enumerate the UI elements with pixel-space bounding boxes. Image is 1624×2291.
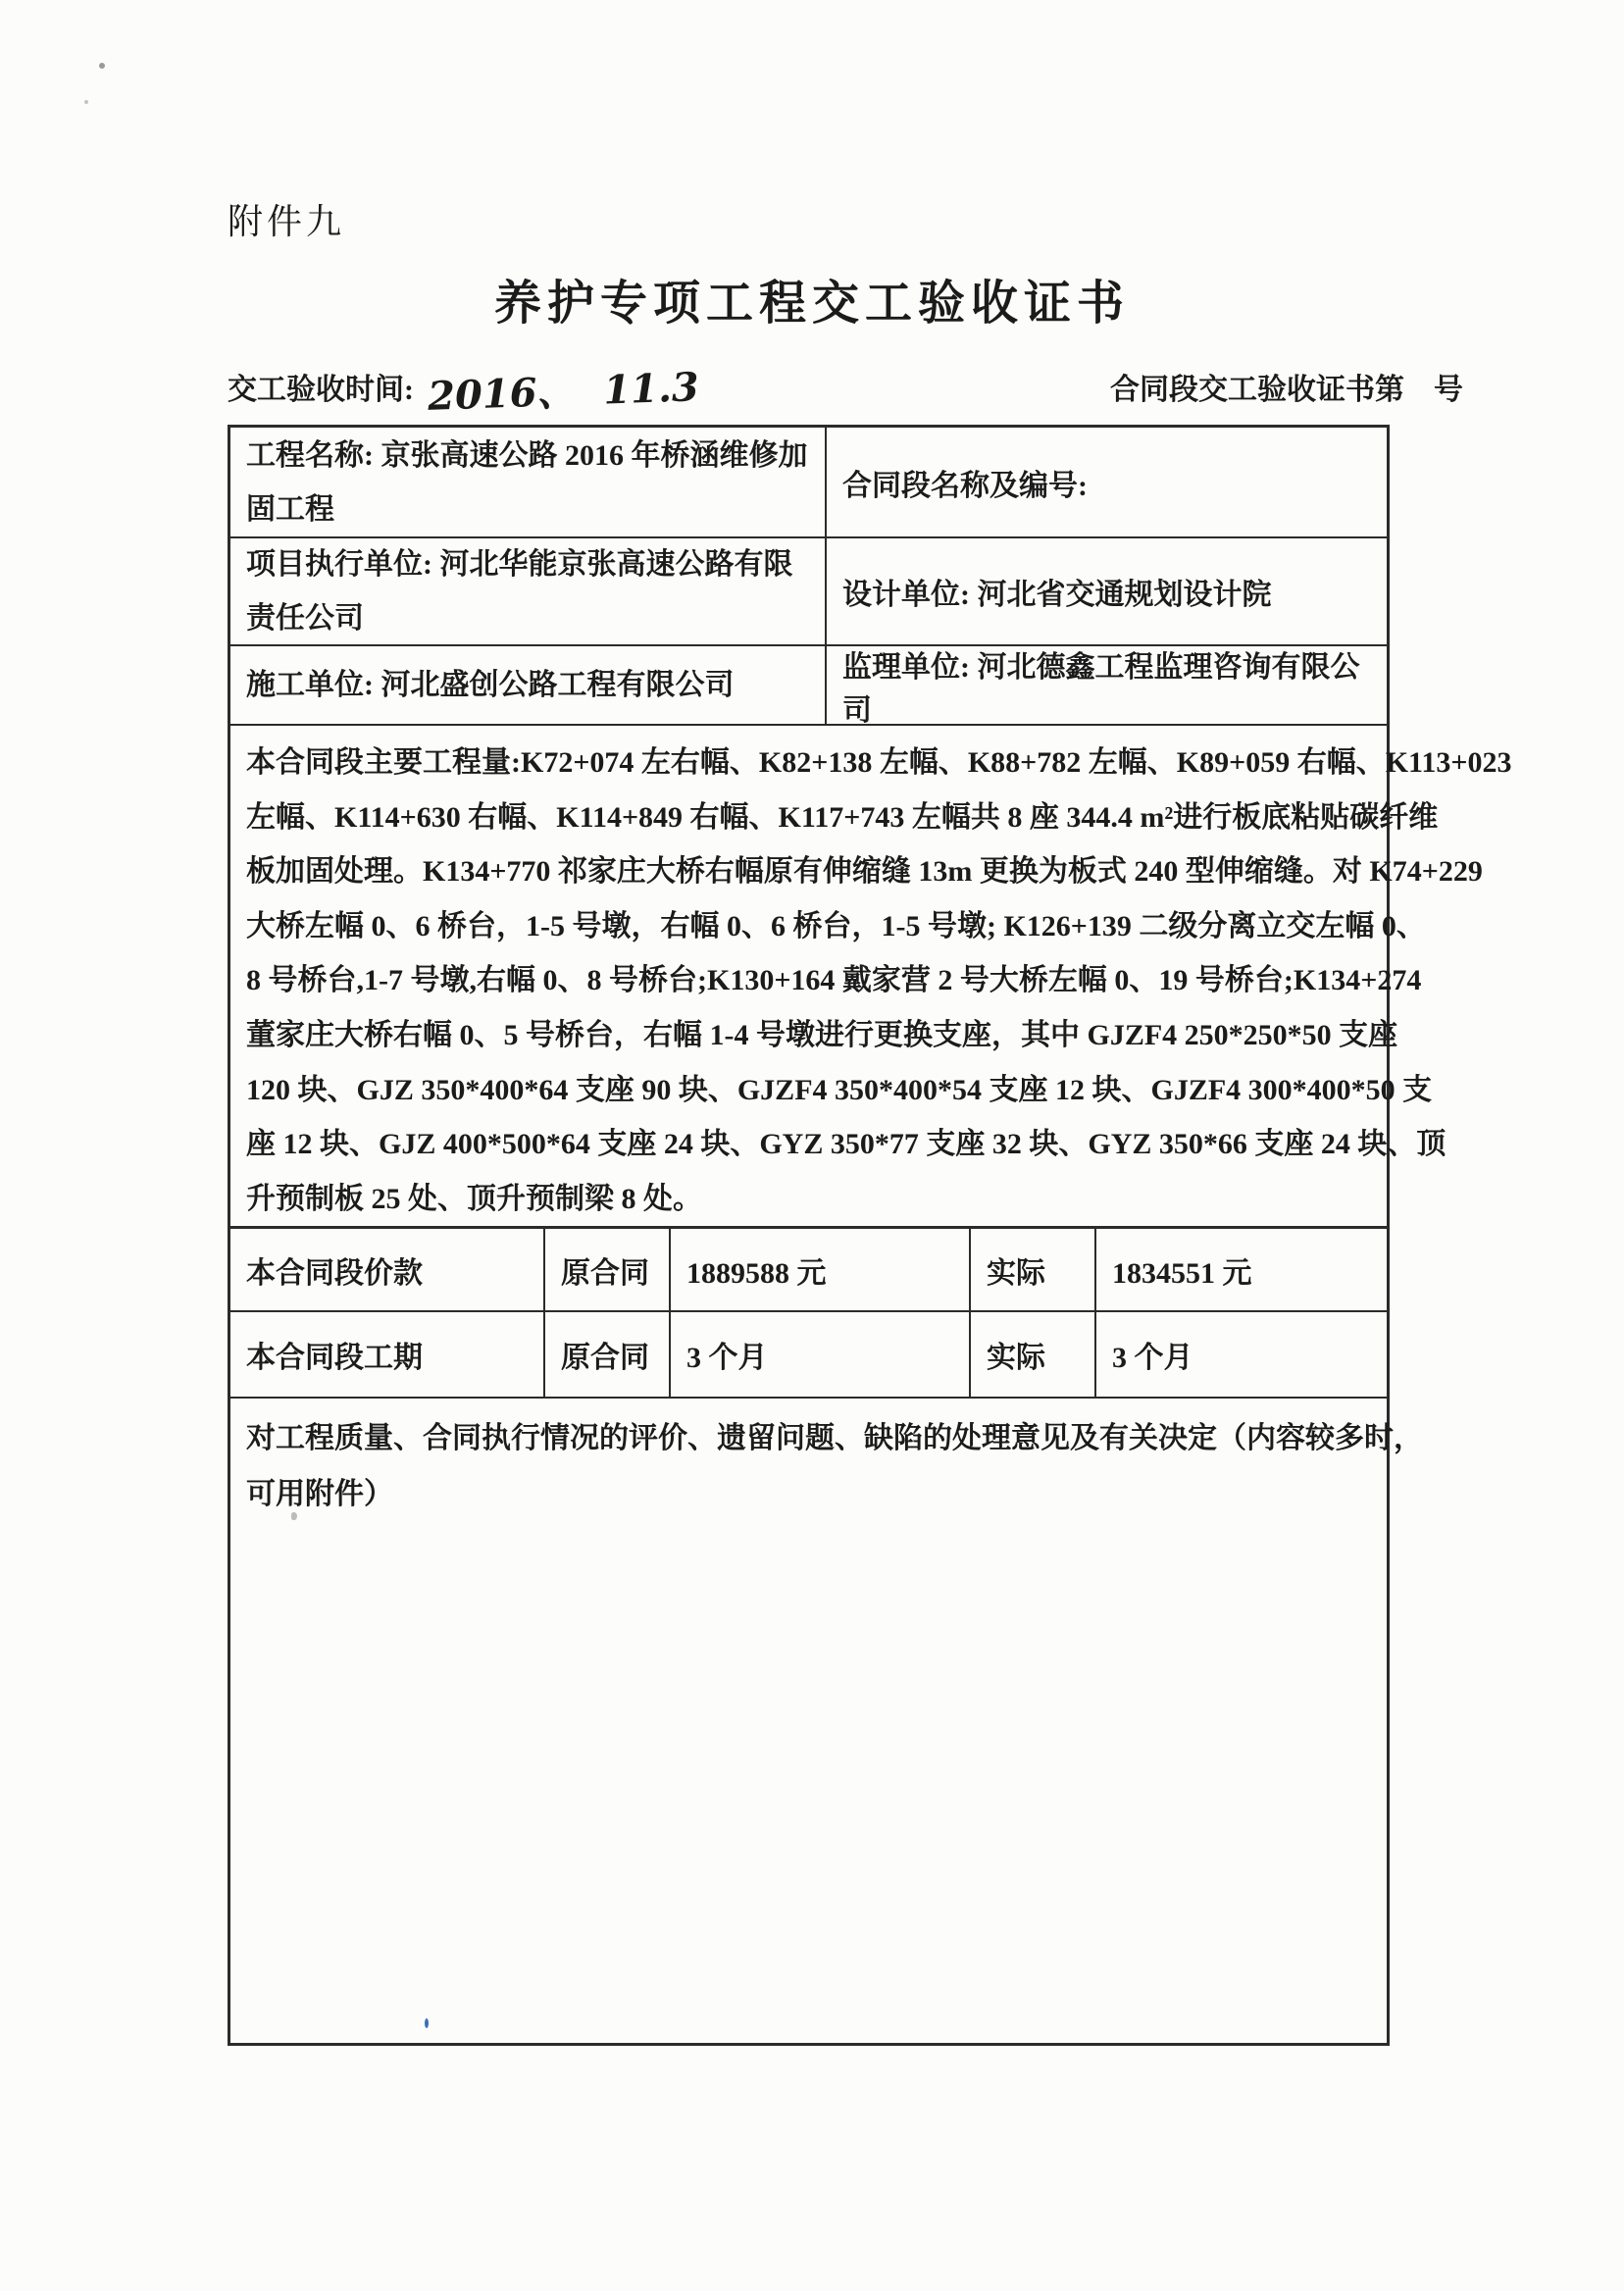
- document-title: 养护专项工程交工验收证书: [493, 278, 1130, 330]
- supervision-unit-cell: 监理单位: 河北德鑫工程监理咨询有限公司: [842, 650, 1360, 727]
- table-row: [230, 1229, 1387, 1312]
- duration-original-label-cell: 原合同: [545, 1312, 671, 1397]
- acceptance-certificate-table: [228, 425, 1512, 2046]
- text-line: 120 块、GJZ 350*400*64 支座 90 块、GJZF4 350*400*54 支座 12 块、GJZF4 300*400*50 支: [246, 1073, 1433, 1106]
- price-original-value-cell: 1889588 元: [671, 1229, 971, 1310]
- project-name-cell: 工程名称: 京张高速公路 2016 年桥涵维修加固工程: [230, 428, 827, 536]
- attachment-label: 附件九: [228, 202, 346, 241]
- duration-actual-value-cell: 3 个月: [1112, 1342, 1193, 1374]
- design-unit-cell: 设计单位: 河北省交通规划设计院: [842, 579, 1272, 611]
- text-line: 董家庄大桥右幅 0、5 号桥台，右幅 1-4 号墩进行更换支座，其中 GJZF4 250*250*50 支座: [246, 1018, 1398, 1051]
- text-line: 板加固处理。K134+770 祁家庄大桥右幅原有伸缩缝 13m 更换为板式 240 型伸缩缝。对 K74+229: [246, 855, 1483, 889]
- text-line: 可用附件）: [246, 1478, 393, 1510]
- table-row: [230, 538, 1387, 646]
- contract-duration-label-cell: 本合同段工期: [230, 1312, 545, 1397]
- text-line: 座 12 块、GJZ 400*500*64 支座 24 块、GYZ 350*77 支座 32 块、GYZ 350*66 支座 24 块、顶: [246, 1128, 1446, 1161]
- text-line: 8 号桥台,1-7 号墩,右幅 0、8 号桥台;K130+164 戴家营 2 号大桥左幅 0、19 号桥台;K134+274: [246, 964, 1422, 997]
- table-row: [230, 1399, 1423, 2043]
- text-line: 左幅、K114+630 右幅、K114+849 右幅、K117+743 左幅共 8 座 344.4 m²进行板底粘贴碳纤维: [246, 800, 1439, 834]
- handwritten-date: 2016、 11.3: [427, 364, 700, 420]
- price-actual-value-cell: 1834551 元: [1112, 1256, 1252, 1290]
- table-row: [230, 726, 1512, 1229]
- certificate-number-line: 合同段交工验收证书第 号: [1110, 374, 1463, 406]
- duration-actual-label-cell: 实际: [971, 1312, 1096, 1397]
- table-row: [230, 646, 1387, 726]
- price-original-label-cell: 原合同: [545, 1229, 671, 1310]
- construction-unit-cell: 施工单位: 河北盛创公路工程有限公司: [230, 646, 827, 724]
- main-quantities-cell: [230, 726, 1527, 1226]
- text-line: 对工程质量、合同执行情况的评价、遗留问题、缺陷的处理意见及有关决定（内容较多时，: [246, 1422, 1423, 1454]
- table-row: [230, 1312, 1387, 1399]
- text-line: 大桥左幅 0、6 桥台，1-5 号墩，右幅 0、6 桥台，1-5 号墩; K126+139 二级分离立交左幅 0、: [246, 909, 1426, 942]
- acceptance-time-line: [228, 361, 700, 420]
- text-line: 升预制板 25 处、顶升预制梁 8 处。: [246, 1182, 702, 1215]
- scan-speck: [84, 100, 88, 104]
- price-actual-label-cell: 实际: [971, 1229, 1096, 1310]
- acceptance-time-label: 交工验收时间:: [228, 374, 414, 406]
- evaluation-remarks-cell: [230, 1399, 1439, 2043]
- scan-speck: [99, 63, 105, 69]
- duration-original-value-cell: 3 个月: [671, 1312, 971, 1397]
- executing-unit-cell: 项目执行单位: 河北华能京张高速公路有限责任公司: [230, 538, 827, 644]
- contract-section-cell: 合同段名称及编号:: [842, 469, 1088, 502]
- text-line: 本合同段主要工程量:K72+074 左右幅、K82+138 左幅、K88+782 左幅、K89+059 右幅、K113+023: [246, 746, 1512, 779]
- table-row: [230, 428, 1387, 538]
- contract-price-label-cell: 本合同段价款: [230, 1229, 545, 1310]
